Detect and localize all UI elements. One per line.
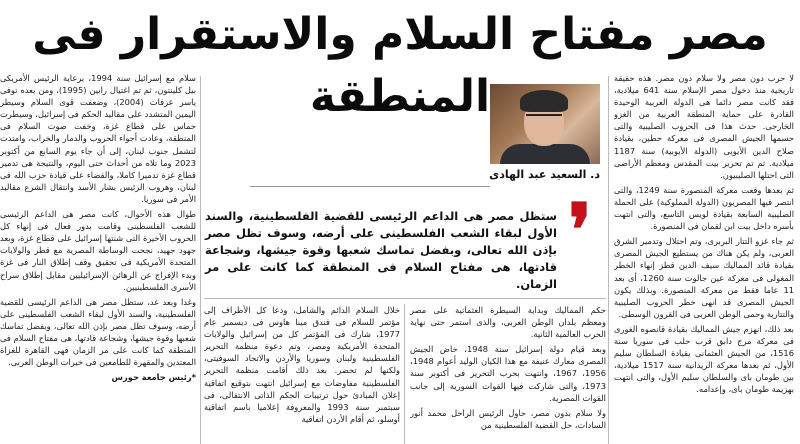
author-title-signature: *رئيس جامعة حورس xyxy=(111,372,196,383)
article-headline: مصر مفتاح السلام والاستقرار فى المنطقة xyxy=(32,9,768,122)
column-divider xyxy=(608,76,609,444)
byline-rule xyxy=(250,186,490,187)
portrait-jacket xyxy=(500,144,590,164)
paragraph: ثم جاء غزو التتار البربرى، وتم احتلال وتدمير الشرق العربى، ولم يكن هناك من يستطيع الجيش المصرى بقيادة قائد المماليك سيف الدين قطز إنهاء الخطر المغولى فى معركة عين جالوت سنة 1260، أى بعد 11 عاما فقط من معركة المنصورة. وبذلك يكون الجيش المصرى قد انهى خطر الحروب الصليبية والتتارية وحمى الوطن العربى فى القرون الوسطى. xyxy=(614,236,794,319)
column-divider xyxy=(200,76,201,444)
paragraph: طوال هذه الأحوال، كانت مصر هى الداعم الرئيسى للشعب الفلسطينى وقامت بدور فعال فى إنهاء كل الحروب الأخيرة التى شنتها إسرائيل على قطاع غزة، وبعد جهود جهيد، نجحت الوساطة المصرية مع قطر والولايات المتحدة الأمريكية فى تحقيق وقف إطلاق النار فى غزة وبدء الإفراج عن الرهائن الإسرائيليين مقابل إطلاق سراح الأسرى الفلسطينيين. xyxy=(0,209,196,292)
paragraph: وغدا وبعد غد، ستظل مصر هى الداعم الرئيسى للقضية الفلسطينية، والسند الأول لبقاء الشعب الفلسطينى على أرضه، وسوف تظل مصر بإذن الله تعالى، وبفضل تماسك شعبها وقوة جيشها، وشجاعة قادتها، هى مفتاح السلام فى المنطقة كما كانت على مر الزمان فهى القاهرة للغزاة المعتدين والمقهرة للطامعين فى خيرات الوطن العربى. xyxy=(0,296,196,368)
article-column-mid-right xyxy=(410,304,606,444)
article-column-right xyxy=(614,72,794,444)
paragraph: بعد ذلك، انهزم جيش المماليك بقيادة قانصوه الغورى فى معركة مرج دابق قرب حلب فى سوريا سنة 1516، من الجيش العثمانى بقيادة السلطان سليم الأول، ثم بعدها معركة الريدانية سنة 1517 ميلادية، بين طومان باى والسلطان سليم الأول، والتى انتهت بهزيمة طومان باى، وإعدامه. xyxy=(614,323,794,395)
paragraph: سلام مع إسرائيل سنة 1994، برعاية الرئيس الأمريكى بيل كلينتون، ثم تم اغتيال رابين (1995)، ومن بعده توفى ياسر عرفات (2004)، وضعفت قوى السلام وسيطر اليمين المتشدد على مقاليد الحكم فى إسرائيل، وسيطرت حماس على قطاع غزة، وخفت صوت السلام فى المنطقة، وعادت أجواء الحروب والدمار والخراب، وامتدت لتشمل جنوب لبنان، إلى أن جاء يوم السابع من أكتوبر 2023 وما تلاه من أحداث حتى اليوم، والنتيجة هى تدمير قطاع غزة تدميرا كاملا، والقضاء على قيادة حزب الله فى لبنان، وهروب الرئيس بشار الأسد وانتقال الشرع مقاليد الأمر فى سوريا. xyxy=(0,73,196,204)
column-divider xyxy=(404,304,405,444)
paragraph: ولا سلام بدون مصر، حاول الرئيس الراحل محمد أنور السادات، حل القضية الفلسطينية من xyxy=(410,407,606,430)
author-byline: د. السعيد عبد الهادى xyxy=(489,168,600,181)
paragraph: لا حرب دون مصر ولا سلام دون مصر. هذه حقيقة تاريخية منذ دخول مصر الإسلام سنة 641 ميلادية، فقد كانت مصر دائما هى الدولة العربية الوحيدة القادرة على حماية المنطقة العربية من الغزو الخارجى. حدث هذا فى الحروب الصليبية والتى حسمها الجيش المصرى فى معركة حطين، بقيادة صلاح الدين الأيوبى (الدولة الأيوبية) سنة 1187 ميلادية. ثم تم تحرير بيت المقدس ومعظم الأراضى التى احتلها الصليبيون. xyxy=(614,73,794,180)
paragraph: خلال السلام الدائم والشامل، ودعا كل الأطراف إلى مؤتمر للسلام فى فندق مينا هاوس فى ديسمبر عام 1977، شارك فى المؤتمر كل من إسرائيل والولايات المتحدة الأمريكية ومصر، وتم دعوة منظمة التحرير الفلسطينية ولبنان وسوريا والأردن والاتحاد السوفيتى، ولكنها لم تحضر. بعد ذلك أقامت منظمة التحرير الفلسطينية مفاوضات مع إسرائيل انتهت بتوقيع اتفاقية إعلان المبادئ حول ترتيبات الحكم الذاتى الانتقالى، فى سبتمبر سنة 1993 والمعروفة إعلاميا باسم اتفاقية أوسلو، ثم أقام الأردن اتفاقية xyxy=(204,305,400,424)
portrait-glasses xyxy=(526,114,562,124)
pull-quote-divider xyxy=(204,298,606,299)
author-portrait-image xyxy=(490,84,600,164)
paragraph: وبعد قيام دولة إسرائيل سنة 1948، خاض الجيش المصرى معارك عنيفة مع هذا الكيان الوليد أعوام 1948، 1956، 1967، وانتهت بحرب التحرير فى أكتوبر سنة 1973، والتى شاركت فيها القوات السورية إلى جانب القوات المصرية. xyxy=(410,344,606,403)
portrait-hair xyxy=(520,90,568,112)
pull-quote: ستظل مصر هى الداعم الرئيسى للقضية الفلسطينية، والسند الأول لبقاء الشعب الفلسطينى على أرضه، وسوف تظل مصر بإذن الله تعالى، وبفضل تماسك شعبها وقوة جيشها، وشجاعة قادتها، هى مفتاح السلام فى المنطقة كما كانت على مر الزمان. xyxy=(205,209,557,291)
paragraph: ثم بعدها وقعت معركة المنصورة سنة 1249، والتى انتصر فيها المصريون (الدولة المملوكية) على الحملة الصليبية السابعة بقيادة لويس التاسع، والتى انتهت بأسره داخل بيت ابن لقمان فى المنصورة. xyxy=(614,184,794,232)
paragraph: حكم المماليك وبداية السيطرة العثمانية على مصر ومعظم بلدان الوطن العربى، والذى استمر حتى نهاية الحرب العالمية الثانية. xyxy=(410,305,606,340)
red-quotation-mark-icon: ❜ xyxy=(568,187,592,272)
article-column-mid-left xyxy=(204,304,400,444)
article-column-left xyxy=(0,72,196,444)
